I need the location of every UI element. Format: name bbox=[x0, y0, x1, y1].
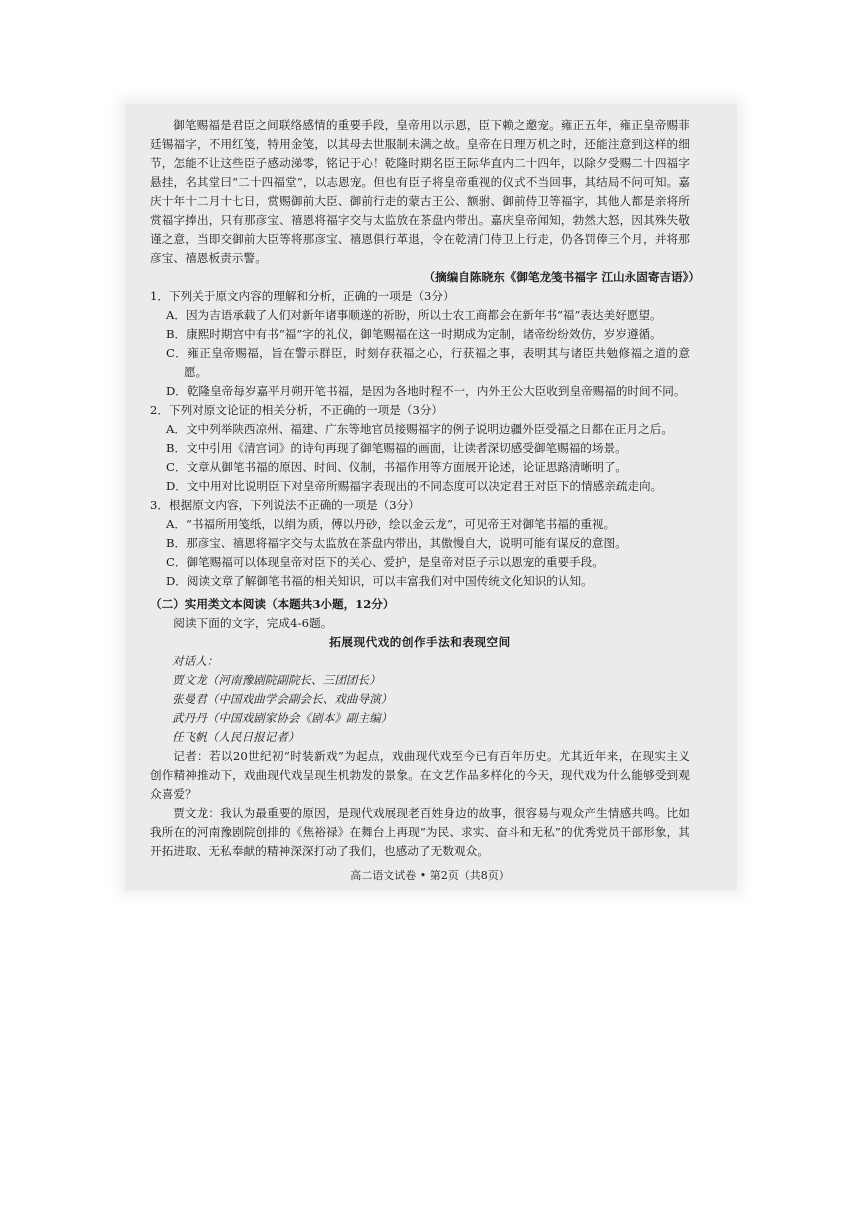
question-3 bbox=[150, 496, 690, 591]
speakers-label: 对话人： bbox=[172, 654, 219, 668]
dialogue-paragraph: 记者：若以20世纪初“时装新戏”为起点，戏曲现代戏至今已有百年历史。尤其近年来，在现实主义创作精神推动下，戏曲现代戏呈现生机勃发的景象。在文艺作品多样化的今天，现代戏为什么能够受到观众喜爱？ bbox=[150, 749, 690, 801]
speaker-list bbox=[172, 652, 690, 747]
option-d: D．阅读文章了解御笔书福的相关知识，可以丰富我们对中国传统文化知识的认知。 bbox=[166, 574, 593, 588]
section-instruction: 阅读下面的文字，完成4-6题。 bbox=[173, 616, 333, 630]
question-2 bbox=[150, 401, 690, 496]
option-b: B．文中引用《清宫词》的诗句再现了御笔赐福的画面，让读者深切感受御笔赐福的场景。 bbox=[166, 441, 627, 455]
speaker-item: 武丹丹（中国戏剧家协会《剧本》副主编） bbox=[172, 711, 393, 725]
option-d: D．文中用对比说明臣下对皇帝所赐福字表现出的不同态度可以决定君王对臣下的情感亲疏走向。 bbox=[166, 479, 663, 493]
section-title: （二）实用类文本阅读（本题共3小题，12分） bbox=[150, 597, 395, 611]
passage-paragraph: 御笔赐福是君臣之间联络感情的重要手段，皇帝用以示恩，臣下赖之邀宠。雍正五年，雍正皇帝赐菲廷锡福字，不用红笺，特用金笺，以其母去世服制未满之故。皇帝在日理万机之时，还能注意到这样的细节，怎能不让这些臣子感动涕零，铭记于心！乾隆时期名臣王际华直内二十四年，以除夕受赐二十四福字悬挂，名其堂曰“二十四福堂”，以志恩宠。但也有臣子将皇帝重视的仪式不当回事，其结局不问可知。嘉庆十年十二月十七日，赏赐御前大臣、御前行走的蒙古王公、额驸、御前侍卫等福字，其他人都是亲将所赏福字捧出，只有那彦宝、禧恩将福字交与太监放在茶盘内带出。嘉庆皇帝闻知，勃然大怒，因其殊失敬谨之意，当即交御前大臣等将那彦宝、禧恩俱行革退，令在乾清门侍卫上行走，仍各罚俸三个月，并将那彦宝、禧恩板责示警。 bbox=[150, 118, 690, 265]
passage-source: （摘编自陈晓东《御笔龙笺书福字 江山永固寄吉语》） bbox=[423, 270, 700, 284]
speaker-item: 任飞帆（人民日报记者） bbox=[172, 730, 300, 744]
exam-page bbox=[150, 116, 700, 861]
dialogue-paragraph: 贾文龙：我认为最重要的原因，是现代戏展现老百姓身边的故事，很容易与观众产生情感共鸣。比如我所在的河南豫剧院创排的《焦裕禄》在舞台上再现“为民、求实、奋斗和无私”的优秀党员干部形象，其开拓进取、无私奉献的精神深深打动了我们，也感动了无数观众。 bbox=[150, 806, 690, 858]
option-b: B．那彦宝、禧恩将福字交与太监放在茶盘内带出，其傲慢自大，说明可能有谋反的意图。 bbox=[166, 536, 627, 550]
option-c: C．文章从御笔书福的原因、时间、仪制，书福作用等方面展开论述，论证思路清晰明了。 bbox=[166, 460, 628, 474]
page-footer: 高二语文试卷 • 第2页（共8页） bbox=[350, 869, 510, 882]
question-stem: 3．根据原文内容，下列说法不正确的一项是（3分） bbox=[150, 498, 420, 512]
option-d: D．乾隆皇帝每岁嘉平月朔开笔书福，是因为各地时程不一，内外王公大臣收到皇帝赐福的时间不同。 bbox=[166, 384, 686, 398]
option-b: B．康熙时期宫中有书“福”字的礼仪，御笔赐福在这一时期成为定制，诸帝纷纷效仿，岁岁遵循。 bbox=[166, 327, 662, 341]
option-a: A．文中列举陕西凉州、福建、广东等地官员接赐福字的例子说明边疆外臣受福之日都在正月之后。 bbox=[166, 422, 673, 436]
question-stem: 1．下列关于原文内容的理解和分析，正确的一项是（3分） bbox=[150, 289, 455, 303]
option-a: A．因为吉语承载了人们对新年诸事顺遂的祈盼，所以士农工商都会在新年书“福”表达美好愿望。 bbox=[166, 308, 662, 322]
option-c: C．雍正皇帝赐福，旨在警示群臣，时刻存获福之心，行获福之事，表明其与诸臣共勉修福之道的意愿。 bbox=[166, 346, 690, 379]
option-a: A．“书福所用笺纸，以绢为质，傅以丹砂，绘以金云龙”，可见帝王对御笔书福的重视。 bbox=[166, 517, 616, 531]
speaker-item: 贾文龙（河南豫剧院副院长、三团团长） bbox=[172, 673, 381, 687]
section-practical-reading bbox=[150, 595, 690, 861]
article-title: 拓展现代戏的创作手法和表现空间 bbox=[329, 635, 511, 649]
question-stem: 2．下列对原文论证的相关分析，不正确的一项是（3分） bbox=[150, 403, 444, 417]
question-1 bbox=[150, 287, 690, 401]
speaker-item: 张曼君（中国戏曲学会副会长、戏曲导演） bbox=[172, 692, 393, 706]
option-c: C．御笔赐福可以体现皇帝对臣下的关心、爱护，是皇帝对臣子示以恩宠的重要手段。 bbox=[166, 555, 604, 569]
